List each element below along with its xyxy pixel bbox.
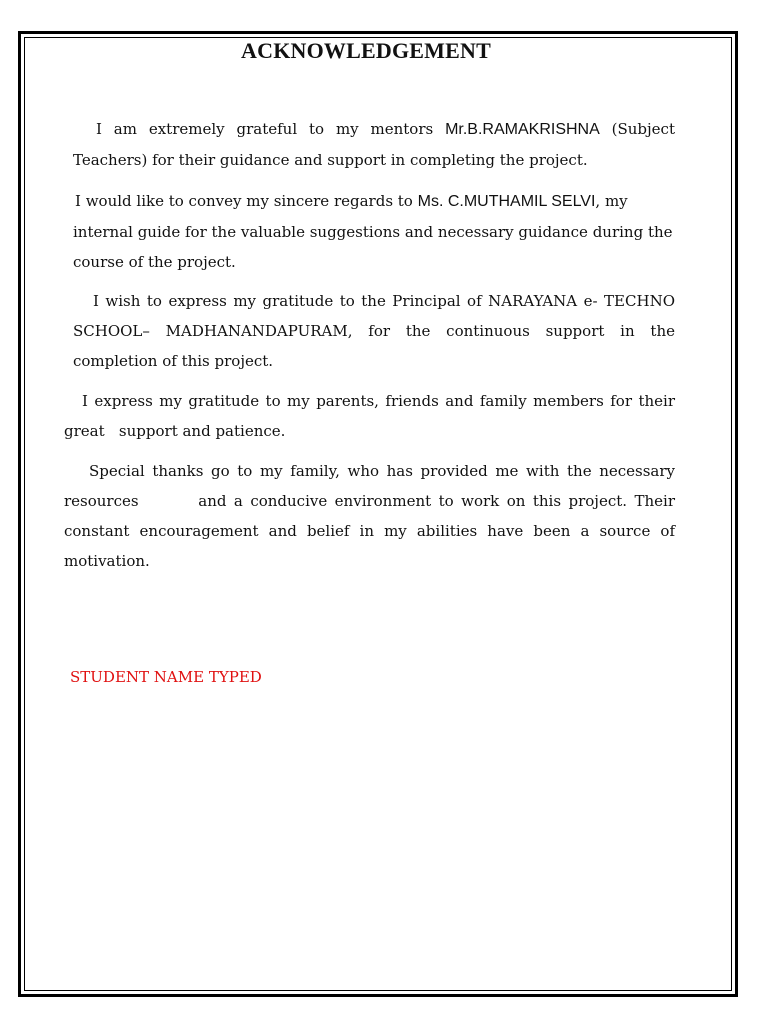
mentor-name: Mr.B.RAMAKRISHNA — [445, 121, 600, 138]
paragraph-guide — [73, 186, 675, 277]
paragraph-line: internal guide for the valuable suggestions and necessary guidance during the — [73, 223, 673, 241]
guide-name: Ms. C.MUTHAMIL SELVI — [417, 193, 596, 210]
paragraph-principal — [73, 286, 675, 376]
paragraph-line — [73, 186, 675, 217]
student-name-signature: STUDENT NAME TYPED — [70, 668, 262, 686]
paragraph-line: SCHOOL– MADHANANDAPURAM, for the continuous support in the — [73, 322, 675, 340]
paragraph-line: course of the project. — [73, 253, 236, 271]
paragraph-parents — [64, 386, 675, 446]
paragraph-family — [64, 456, 675, 576]
paragraph-line: constant encouragement and belief in my abilities have been a source of — [64, 522, 675, 540]
paragraph-text: (Subject — [599, 120, 675, 138]
paragraph-line: Special thanks go to my family, who has provided me with the necessary — [89, 462, 675, 480]
paragraph-line: I wish to express my gratitude to the Principal of NARAYANA e- TECHNO — [93, 292, 675, 310]
document-title: ACKNOWLEDGEMENT — [241, 38, 491, 63]
paragraph-line: Teachers) for their guidance and support in completing the project. — [73, 151, 588, 169]
paragraph-line: great support and patience. — [64, 422, 286, 440]
paragraph-line: motivation. — [64, 552, 150, 570]
paragraph-text: I would like to convey my sincere regards to — [75, 192, 418, 210]
paragraph-line: resources and a conducive environment to work on this project. Their — [64, 492, 675, 510]
paragraph-line: completion of this project. — [73, 352, 274, 370]
paragraph-text: , my — [595, 192, 628, 210]
paragraph-mentors — [73, 114, 675, 175]
paragraph-line: I express my gratitude to my parents, friends and family members for their — [82, 392, 675, 410]
paragraph-text: I am extremely grateful to my mentors — [96, 120, 446, 138]
paragraph-line — [73, 114, 675, 145]
